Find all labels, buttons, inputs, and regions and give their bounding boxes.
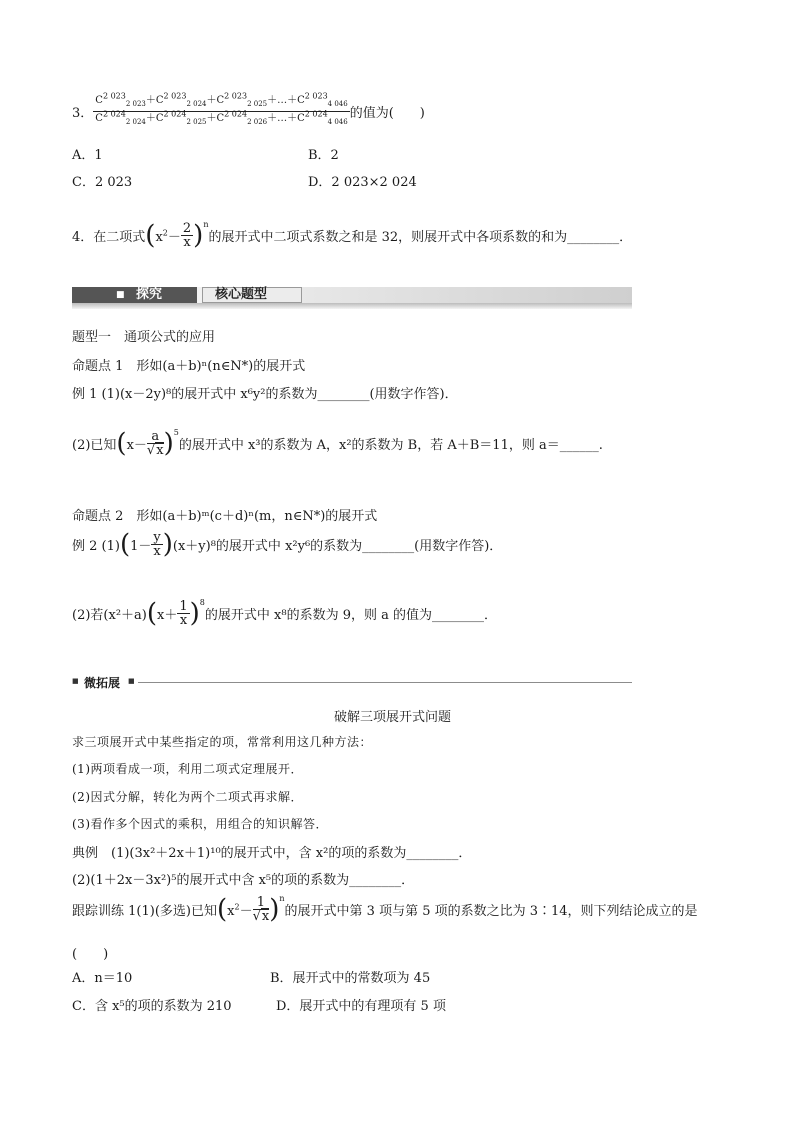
- section-banner: [72, 283, 632, 309]
- extension-bullet-icon: ■: [72, 677, 79, 685]
- example1-part2-line: (2)已知(x－ $\frac{a}{√x}$ )$^5$的展开式中 x³的系数为 A，x²的系数为 B，若 A＋B＝11，则 a＝______.: [72, 428, 603, 459]
- point1-title: 命题点 1 形如(a＋b)ⁿ(n∈N*)的展开式: [72, 359, 306, 374]
- track-x2: $x^2-$: [227, 902, 253, 919]
- q3-fraction: [93, 91, 349, 129]
- extension-method-2: (2)因式分解，转化为两个二项式再求解．: [72, 790, 303, 804]
- ex2a-paren-right: ): [162, 529, 173, 560]
- track-line: 跟踪训练 1(1)(多选)已知($x^2-$ $\frac{1}{√x}$ )$^n$的展开式中第 3 项与第 5 项的系数之比为 3∶14，则下列结论成立的是: [72, 894, 698, 925]
- ex2b-paren-right: ): [189, 598, 200, 629]
- q3-line: [72, 91, 425, 134]
- track-option-d[interactable]: D．展开式中的有理项有 5 项: [276, 999, 446, 1014]
- extension-intro: 求三项展开式中某些指定的项，常常利用这几种方法：: [72, 735, 373, 749]
- ex2a-text: (x＋y)⁸的展开式中 x²y⁶的系数为________(用数字作答)．: [172, 539, 503, 554]
- ex2a-one: 1－: [130, 539, 152, 554]
- track-prefix: 跟踪训练 1(1)(多选)已知: [72, 904, 217, 919]
- ex1b-frac: $\frac{a}{√x}$: [146, 429, 164, 458]
- extension-method-3: (3)看作多个因式的乘积，用组合的知识解答．: [72, 817, 328, 831]
- q3-denominator: $C^{2 024}_{2 024}+C^{2 024}_{2 025}+C^{2 024}_{2 026}+\dots+C^{2 024}_{4 046}$: [95, 109, 348, 126]
- q4-x2: $x^2-$: [155, 228, 181, 245]
- extension-label: 微拓展: [84, 676, 121, 690]
- point2-title: 命题点 2 形如(a＋b)ᵐ(c＋d)ⁿ(m，n∈N*)的展开式: [72, 509, 378, 524]
- track-option-a[interactable]: A．n＝10: [72, 971, 133, 986]
- banner-right-label: 核心题型: [215, 287, 268, 302]
- banner-left-label: 探究: [136, 287, 163, 302]
- extension-example-1: 典例 (1)(3x²＋2x＋1)¹⁰的展开式中，含 x²的项的系数为________．: [72, 846, 472, 861]
- ex2b-frac: $\frac{1}{x}$: [179, 599, 188, 628]
- track-frac: $\frac{1}{√x}$: [252, 895, 270, 924]
- ex2a-prefix: 例 2 (1): [72, 539, 120, 554]
- q4-paren-right: ): [193, 220, 204, 251]
- ex2b-x: x＋: [157, 608, 178, 623]
- track-option-c[interactable]: C．含 x⁵的项的系数为 210: [72, 999, 232, 1014]
- ex1b-text: 的展开式中 x³的系数为 A，x²的系数为 B，若 A＋B＝11，则 a＝______.: [178, 438, 603, 453]
- banner-left-bg: [72, 287, 197, 303]
- track-text: 的展开式中第 3 项与第 5 项的系数之比为 3∶14，则下列结论成立的是: [284, 904, 698, 919]
- q4-line: 4．在二项式($x^2-$ $\frac{2}{x}$ )$^n$的展开式中二项式系数之和是 32，则展开式中各项系数的和为________．: [72, 220, 633, 251]
- extension-method-1: (1)两项看成一项，利用二项式定理展开．: [72, 762, 303, 776]
- example2-part2-line: (2)若(x²＋a)(x＋ $\frac{1}{x}$ )$^8$的展开式中 x⁸的系数为 9，则 a 的值为________．: [72, 598, 497, 629]
- q4-paren-left: (: [145, 220, 156, 251]
- q4-frac: $\frac{2}{x}$: [182, 221, 192, 250]
- ex2b-prefix: (2)若(x²＋a): [72, 608, 147, 623]
- track-paren-right: ): [269, 894, 280, 925]
- q3-tail: 的值为( ): [349, 106, 425, 121]
- q4-text: 的展开式中二项式系数之和是 32，则展开式中各项系数的和为________．: [208, 230, 633, 245]
- q3-option-d[interactable]: D．2 023×2 024: [308, 175, 417, 190]
- ex1b-paren-left: (: [116, 428, 127, 459]
- q3-numerator: $C^{2 023}_{2 023}+C^{2 023}_{2 024}+C^{2 023}_{2 025}+\dots+C^{2 023}_{4 046}$: [93, 94, 349, 112]
- q3-option-a[interactable]: A．1: [72, 148, 103, 163]
- extension-rule: [138, 682, 632, 683]
- ex1b-prefix: (2)已知: [72, 438, 117, 453]
- track-paren-left: (: [216, 894, 228, 925]
- extension-bullet-icon-2: ■: [128, 677, 135, 685]
- example2-part1-line: [72, 531, 502, 571]
- q3-option-b[interactable]: B．2: [308, 148, 339, 163]
- ex2b-text: 的展开式中 x⁸的系数为 9，则 a 的值为________．: [204, 608, 497, 623]
- ex2a-paren-left: (: [119, 529, 131, 560]
- q3-number: 3．: [72, 106, 94, 121]
- track-answer-paren: ( ): [72, 947, 109, 962]
- ex1b-x: x－: [126, 438, 147, 453]
- type1-title: 题型一 通项公式的应用: [72, 330, 216, 345]
- ex1b-paren-right: ): [163, 428, 174, 459]
- ex2b-paren-left: (: [146, 598, 158, 629]
- q4-prefix: 4．在二项式: [72, 230, 146, 245]
- ex2a-frac: $\frac{y}{x}$: [153, 530, 161, 559]
- example1-part1: 例 1 (1)(x－2y)⁸的展开式中 x⁶y²的系数为________(用数字作答)．: [72, 387, 458, 402]
- banner-bullet-icon: ■: [116, 290, 125, 300]
- q3-option-c[interactable]: C．2 023: [72, 175, 133, 190]
- extension-example-2: (2)(1＋2x－3x²)⁵的展开式中含 x⁵的项的系数为________．: [72, 873, 415, 888]
- track-option-b[interactable]: B．展开式中的常数项为 45: [270, 971, 431, 986]
- extension-title: 破解三项展开式问题: [334, 710, 452, 725]
